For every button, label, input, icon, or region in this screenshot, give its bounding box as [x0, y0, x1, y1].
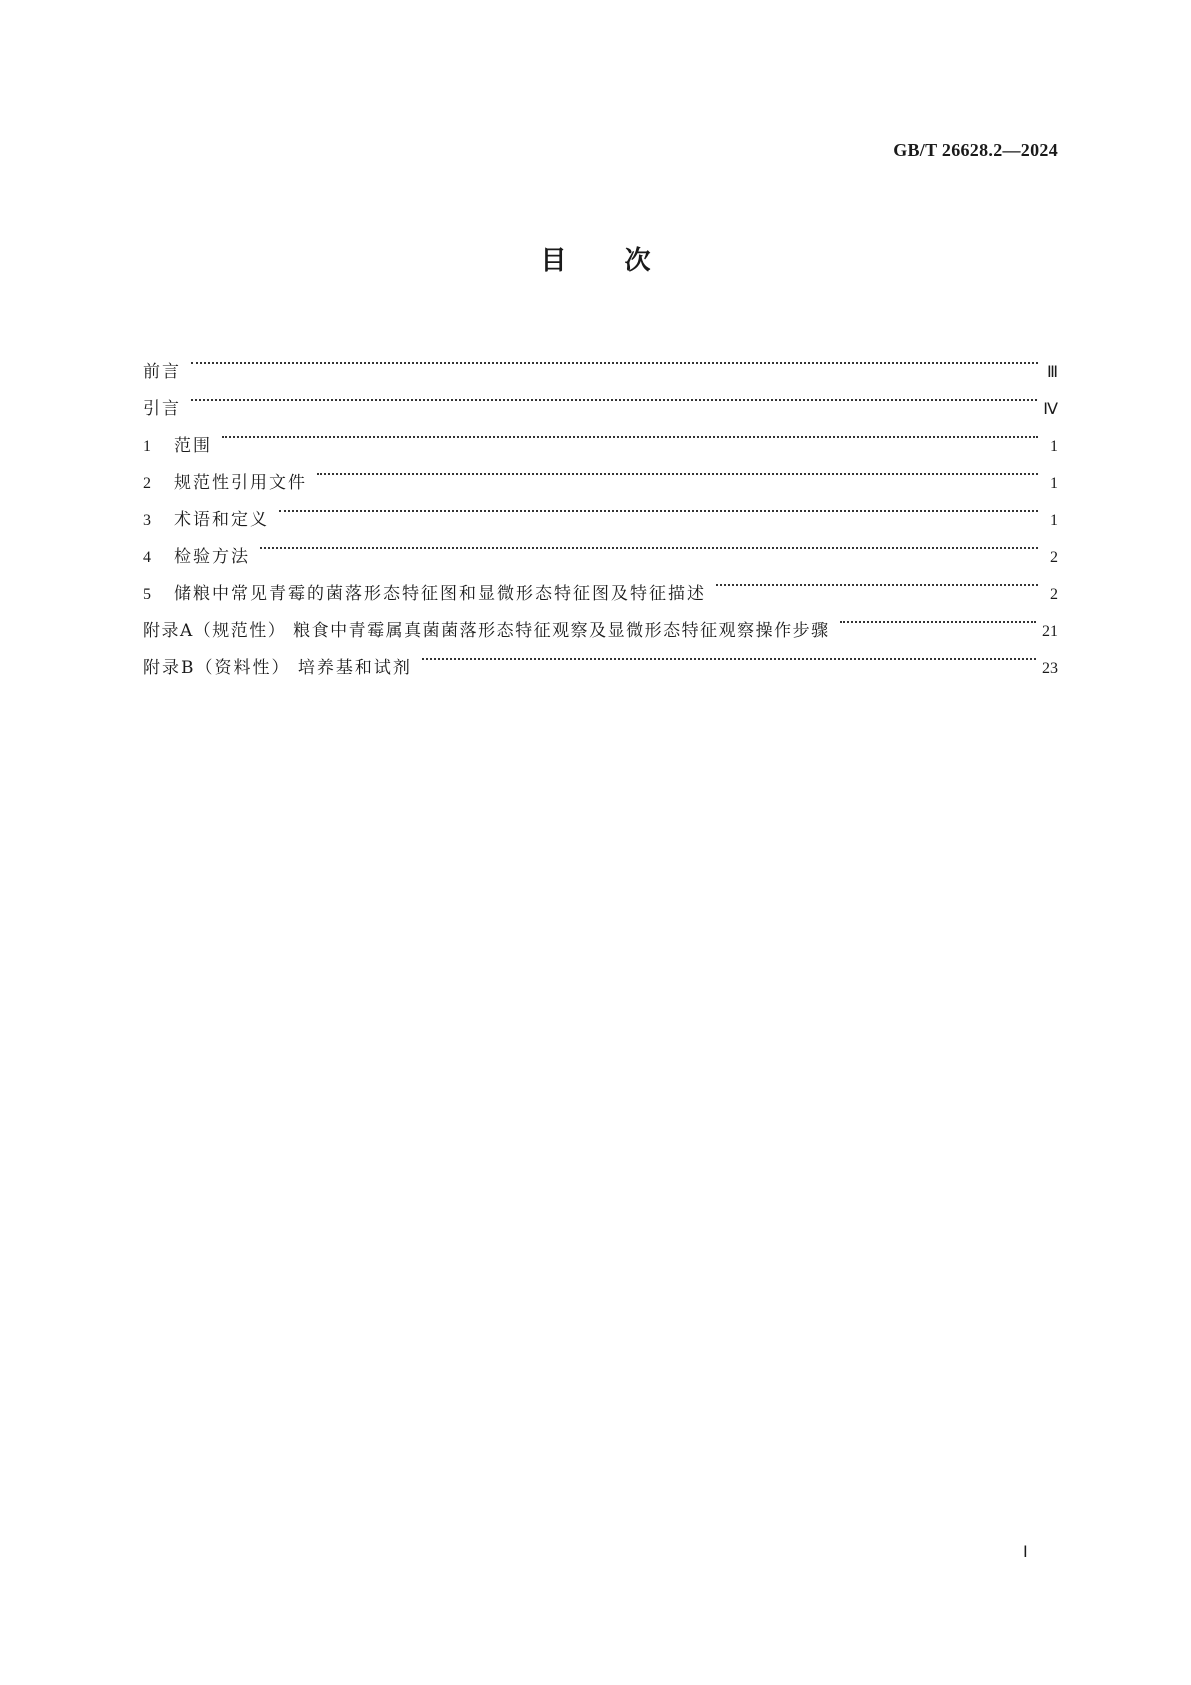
toc-leader-dots	[191, 340, 1038, 377]
toc-leader-dots	[840, 599, 1036, 636]
toc-entry-label: 附录B（资料性） 培养基和试剂	[143, 658, 412, 678]
toc-entry-number: 1	[143, 438, 151, 455]
toc-entry-page: 23	[1042, 660, 1058, 677]
toc-leader-dots	[279, 488, 1038, 525]
toc-entry-page: 2	[1050, 549, 1058, 566]
toc-entry-label: 规范性引用文件	[174, 473, 307, 493]
toc-entry-test-methods[interactable]	[143, 525, 1058, 567]
toc-leader-dots	[422, 636, 1036, 673]
toc-entry-normative-references[interactable]	[143, 451, 1058, 493]
page-title: 目次	[540, 246, 709, 276]
toc-entry-label: 储粮中常见青霉的菌落形态特征图和显微形态特征图及特征描述	[174, 584, 706, 604]
toc-entry-label: 前言	[143, 362, 181, 382]
toc-entry-number: 5	[143, 586, 151, 603]
toc-entry-label: 引言	[143, 399, 181, 419]
toc-entry-label: 范围	[174, 436, 212, 456]
toc-entry-scope[interactable]	[143, 414, 1058, 456]
toc-entry-number: 3	[143, 512, 151, 529]
toc-entry-page: 1	[1050, 438, 1058, 455]
toc-entry-page: 2	[1050, 586, 1058, 603]
toc-entry-penicillium-descriptions[interactable]	[143, 562, 1058, 604]
toc-leader-dots	[191, 377, 1037, 414]
toc-leader-dots	[317, 451, 1038, 488]
toc-leader-dots	[260, 525, 1038, 562]
toc-entry-foreword[interactable]	[143, 340, 1058, 382]
toc-entry-page: 1	[1050, 475, 1058, 492]
toc-entry-label: 术语和定义	[174, 510, 269, 530]
page-number: Ⅰ	[1023, 1544, 1028, 1561]
table-of-contents	[143, 340, 1058, 678]
toc-entry-number: 4	[143, 549, 151, 566]
toc-entry-introduction[interactable]	[143, 377, 1058, 419]
toc-leader-dots	[222, 414, 1038, 451]
toc-entry-terms-definitions[interactable]	[143, 488, 1058, 530]
toc-entry-label: 附录A（规范性） 粮食中青霉属真菌菌落形态特征观察及显微形态特征观察操作步骤	[143, 621, 830, 641]
toc-entry-page: Ⅲ	[1046, 364, 1058, 381]
toc-entry-page: Ⅳ	[1043, 401, 1058, 418]
toc-entry-page: 21	[1042, 623, 1058, 640]
toc-entry-number: 2	[143, 475, 151, 492]
toc-entry-page: 1	[1050, 512, 1058, 529]
standard-code: GB/T 26628.2—2024	[893, 140, 1058, 160]
toc-entry-label: 检验方法	[174, 547, 250, 567]
toc-leader-dots	[716, 562, 1038, 599]
